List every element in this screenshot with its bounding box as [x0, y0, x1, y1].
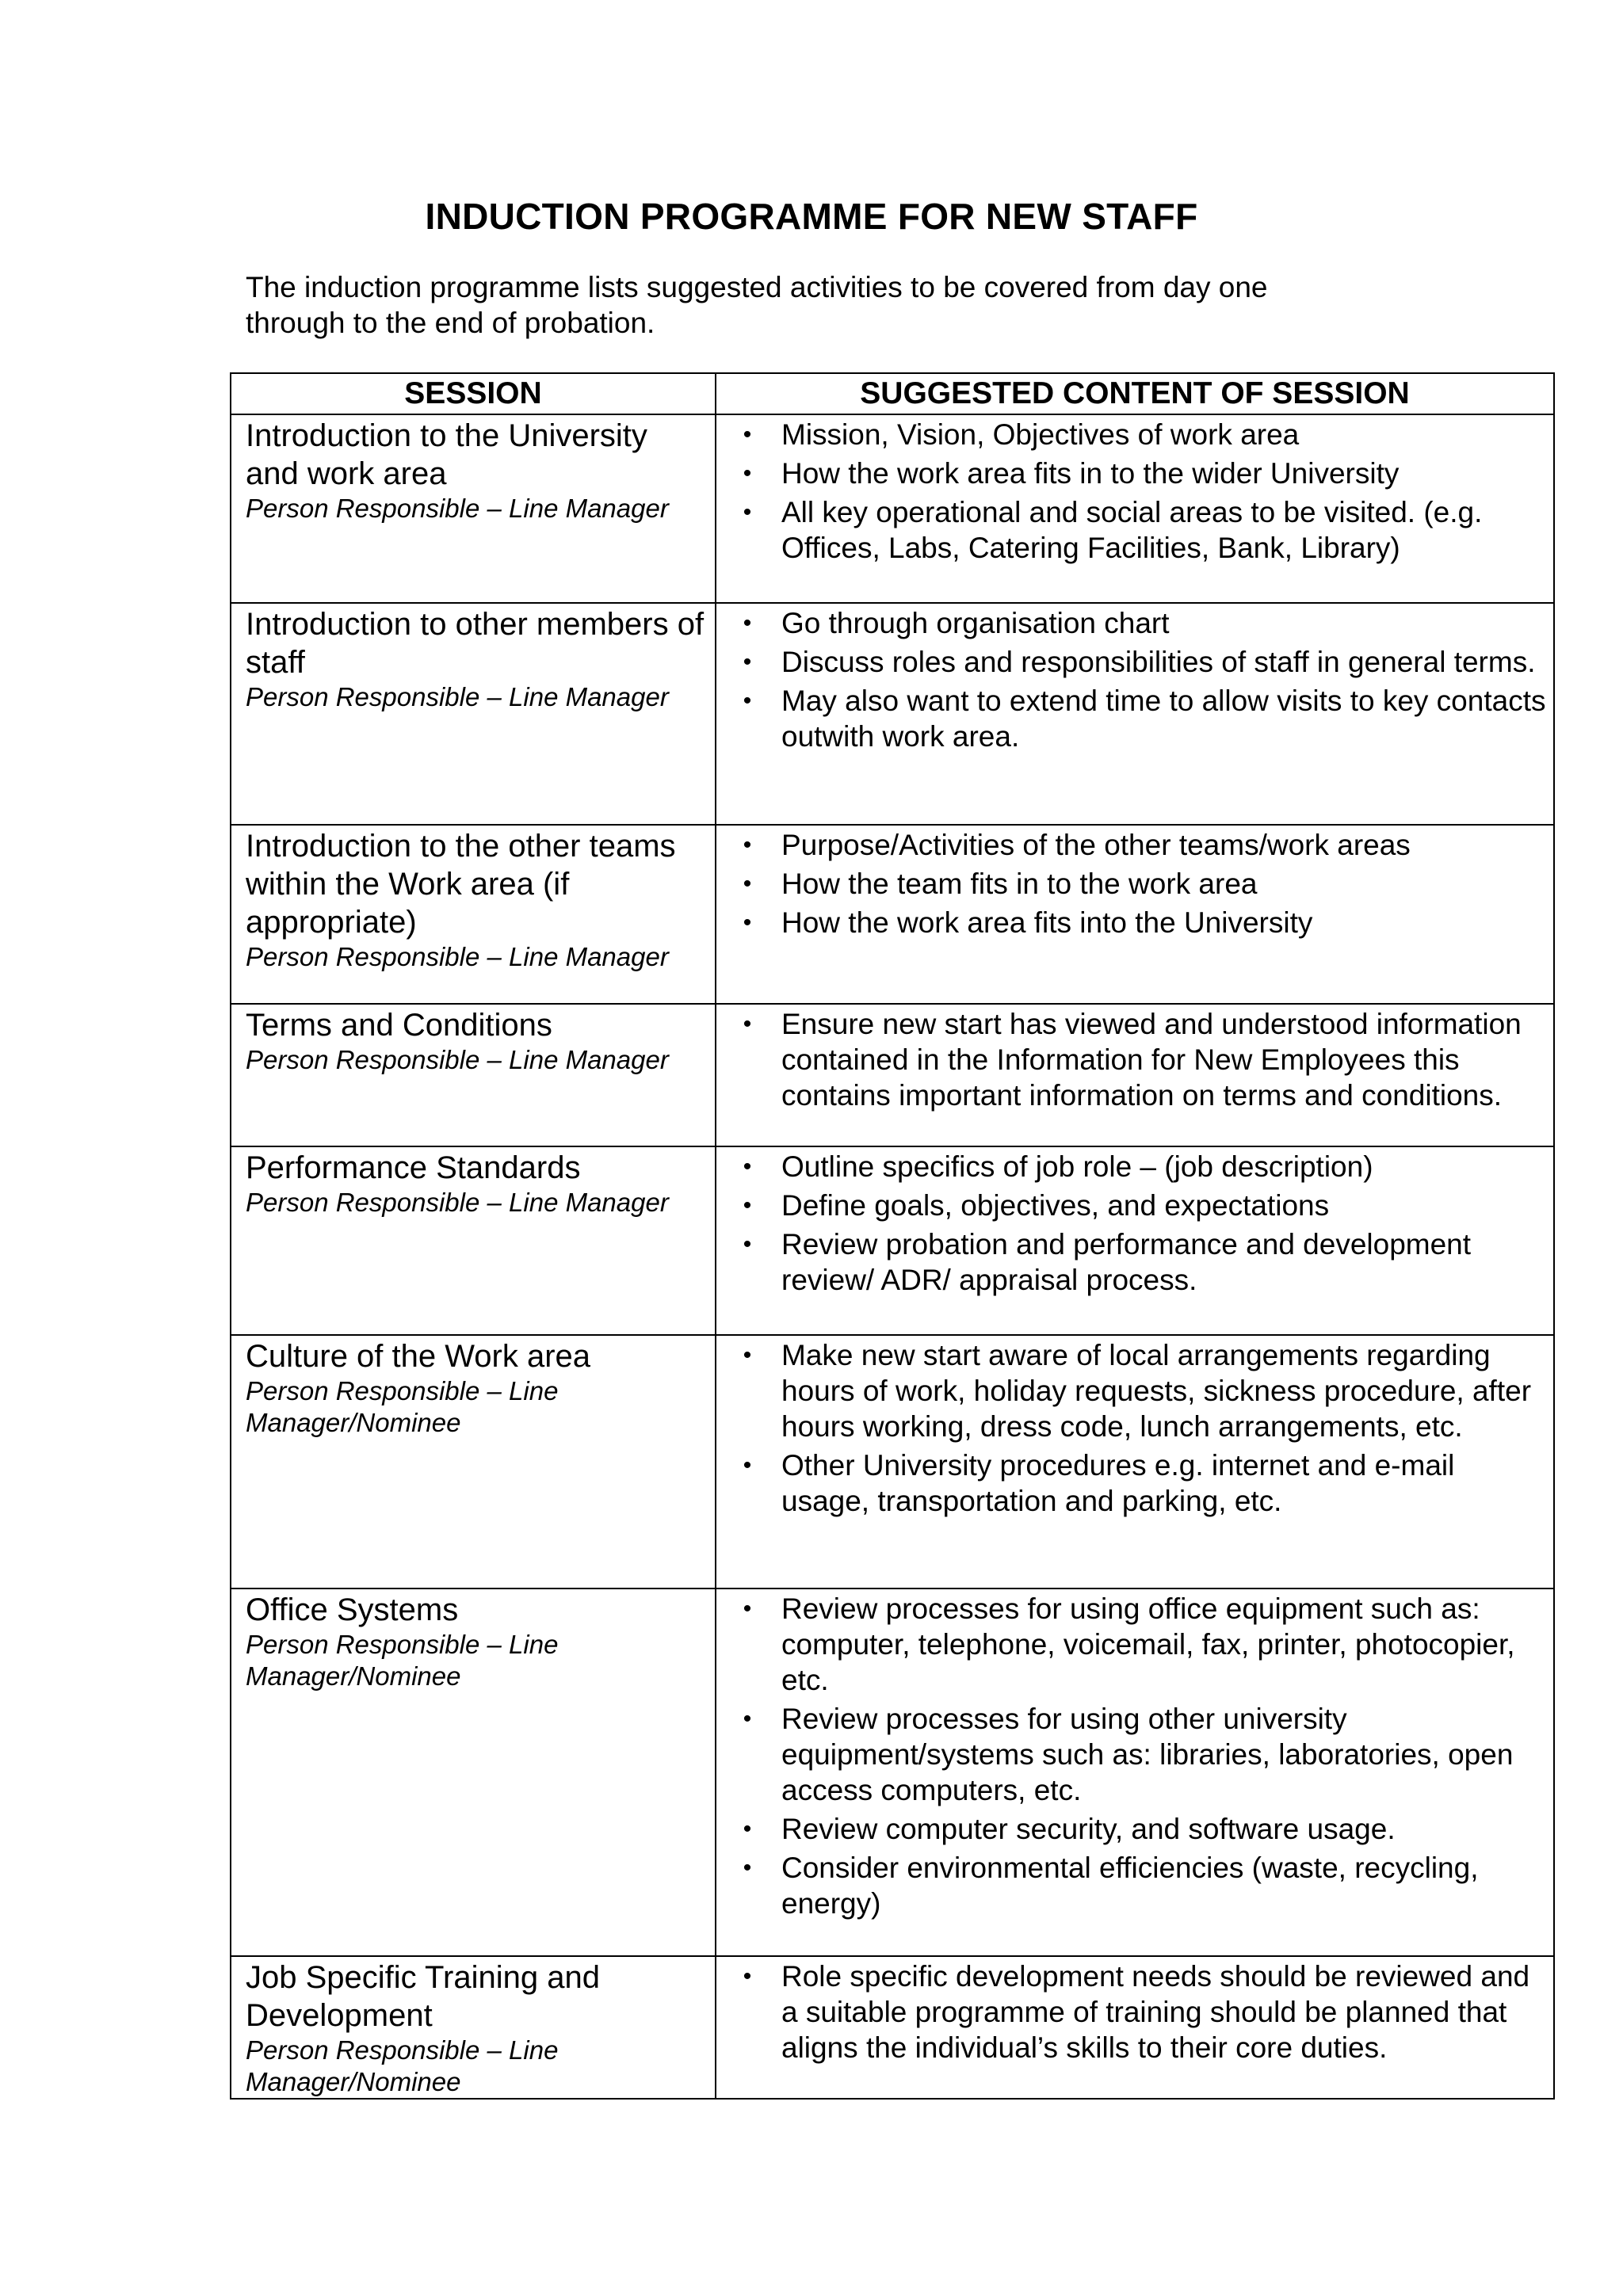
content-bullet-list [727, 1958, 1549, 2065]
list-item [727, 456, 1549, 491]
list-item-text: Define goals, objectives, and expectations [781, 1189, 1330, 1222]
content-bullet-list [727, 1337, 1549, 1519]
content-cell [716, 1004, 1554, 1146]
list-item [727, 1447, 1549, 1519]
page-title: INDUCTION PROGRAMME FOR NEW STAFF [425, 196, 1198, 237]
list-item-text: May also want to extend time to allow visits to key contacts outwith work area. [781, 685, 1546, 753]
list-item-text: All key operational and social areas to be visited. (e.g. Offices, Labs, Catering Facilities, Bank, Library) [781, 496, 1483, 564]
session-name: Introduction to the other teams within the Work area (if appropriate) [246, 829, 676, 940]
table-body [231, 414, 1554, 2099]
list-item [727, 605, 1549, 641]
content-bullet-list [727, 827, 1549, 940]
content-cell [716, 1589, 1554, 1956]
induction-table [230, 372, 1555, 2100]
list-item [727, 1811, 1549, 1847]
list-item-text: Review processes for using office equipment such as: computer, telephone, voicemail, fax, printer, photocopier, etc. [781, 1592, 1515, 1696]
list-item [727, 1850, 1549, 1921]
bullet-icon: • [743, 1596, 752, 1622]
intro-paragraph: The induction programme lists suggested activities to be covered from day one through to the end of probation. [246, 271, 1268, 339]
list-item-text: Discuss roles and responsibilities of staff in general terms. [781, 646, 1536, 678]
content-column-header: SUGGESTED CONTENT OF SESSION [716, 373, 1554, 414]
session-cell [231, 1589, 716, 1956]
table-row [231, 1004, 1554, 1146]
list-item-text: Mission, Vision, Objectives of work area [781, 418, 1300, 451]
session-cell [231, 414, 716, 603]
table-row [231, 603, 1554, 825]
content-bullet-list [727, 1149, 1549, 1298]
person-responsible: Person Responsible – Line Manager [246, 494, 669, 523]
table-row [231, 1589, 1554, 1956]
session-name: Job Specific Training and Development [246, 1960, 600, 2033]
content-cell [716, 1956, 1554, 2099]
bullet-icon: • [743, 1706, 752, 1732]
bullet-icon: • [743, 910, 752, 936]
table-row [231, 414, 1554, 603]
bullet-icon: • [743, 1452, 752, 1478]
list-item [727, 644, 1549, 680]
list-item [727, 1591, 1549, 1698]
list-item-text: Other University procedures e.g. internet and e-mail usage, transportation and parking, etc. [781, 1449, 1455, 1517]
list-item-text: Purpose/Activities of the other teams/work areas [781, 829, 1411, 861]
bullet-icon: • [743, 649, 752, 675]
list-item-text: Go through organisation chart [781, 607, 1170, 639]
bullet-icon: • [743, 1154, 752, 1180]
list-item [727, 417, 1549, 452]
list-item [727, 1188, 1549, 1223]
list-item-text: Review computer security, and software usage. [781, 1813, 1396, 1845]
bullet-icon: • [743, 871, 752, 897]
list-item [727, 683, 1549, 754]
person-responsible: Person Responsible – Line Manager/Nominee [246, 2035, 559, 2096]
content-cell [716, 825, 1554, 1004]
session-column-header: SESSION [231, 373, 716, 414]
bullet-icon: • [743, 688, 752, 714]
list-item-text: Make new start aware of local arrangements regarding hours of work, holiday requests, sickness procedure, after hours working, dress code, lunch arrangements, etc. [781, 1339, 1532, 1443]
table-row [231, 1146, 1554, 1335]
list-item [727, 905, 1549, 940]
session-name: Introduction to the University and work area [246, 418, 647, 491]
bullet-icon: • [743, 1342, 752, 1368]
bullet-icon: • [743, 1231, 752, 1257]
session-name: Culture of the Work area [246, 1339, 591, 1374]
list-item [727, 1958, 1549, 2065]
list-item [727, 1701, 1549, 1808]
session-name: Introduction to other members of staff [246, 607, 705, 680]
list-item [727, 1149, 1549, 1184]
table-row [231, 825, 1554, 1004]
list-item-text: Outline specifics of job role – (job description) [781, 1150, 1373, 1183]
bullet-icon: • [743, 1011, 752, 1037]
session-cell [231, 825, 716, 1004]
person-responsible: Person Responsible – Line Manager/Nominee [246, 1376, 559, 1437]
session-name: Terms and Conditions [246, 1008, 552, 1043]
session-cell [231, 603, 716, 825]
person-responsible: Person Responsible – Line Manager [246, 1188, 669, 1217]
content-cell [716, 1146, 1554, 1335]
bullet-icon: • [743, 1963, 752, 1989]
bullet-icon: • [743, 832, 752, 858]
list-item-text: How the work area fits in to the wider University [781, 457, 1400, 490]
content-bullet-list [727, 1591, 1549, 1921]
table-row [231, 1335, 1554, 1589]
session-cell [231, 1956, 716, 2099]
bullet-icon: • [743, 1192, 752, 1219]
person-responsible: Person Responsible – Line Manager/Nominee [246, 1630, 559, 1691]
list-item-text: Ensure new start has viewed and understood information contained in the Information for New Employees this contains important information on terms and conditions. [781, 1008, 1522, 1112]
content-bullet-list [727, 1006, 1549, 1113]
person-responsible: Person Responsible – Line Manager [246, 942, 669, 971]
session-cell [231, 1335, 716, 1589]
list-item-text: How the team fits in to the work area [781, 868, 1258, 900]
bullet-icon: • [743, 1855, 752, 1881]
session-name: Performance Standards [246, 1150, 581, 1185]
bullet-icon: • [743, 610, 752, 636]
list-item [727, 866, 1549, 902]
list-item [727, 1006, 1549, 1113]
content-cell [716, 414, 1554, 603]
list-item-text: How the work area fits into the University [781, 906, 1313, 939]
content-bullet-list [727, 605, 1549, 754]
list-item [727, 1337, 1549, 1444]
session-name: Office Systems [246, 1592, 459, 1627]
list-item-text: Review probation and performance and development review/ ADR/ appraisal process. [781, 1228, 1472, 1296]
list-item [727, 827, 1549, 863]
list-item [727, 1226, 1549, 1298]
bullet-icon: • [743, 499, 752, 525]
bullet-icon: • [743, 1816, 752, 1842]
list-item-text: Consider environmental efficiencies (waste, recycling, energy) [781, 1852, 1479, 1920]
bullet-icon: • [743, 421, 752, 448]
table-row [231, 1956, 1554, 2099]
list-item [727, 494, 1549, 566]
person-responsible: Person Responsible – Line Manager [246, 1045, 669, 1074]
content-cell [716, 603, 1554, 825]
bullet-icon: • [743, 460, 752, 486]
content-cell [716, 1335, 1554, 1589]
person-responsible: Person Responsible – Line Manager [246, 682, 669, 711]
content-bullet-list [727, 417, 1549, 566]
session-cell [231, 1004, 716, 1146]
list-item-text: Role specific development needs should be reviewed and a suitable programme of training should be planned that aligns the individual’s skills to their core duties. [781, 1960, 1530, 2064]
session-cell [231, 1146, 716, 1335]
table-header-row [231, 373, 1554, 414]
list-item-text: Review processes for using other university equipment/systems such as: libraries, laboratories, open access computers, etc. [781, 1703, 1514, 1806]
